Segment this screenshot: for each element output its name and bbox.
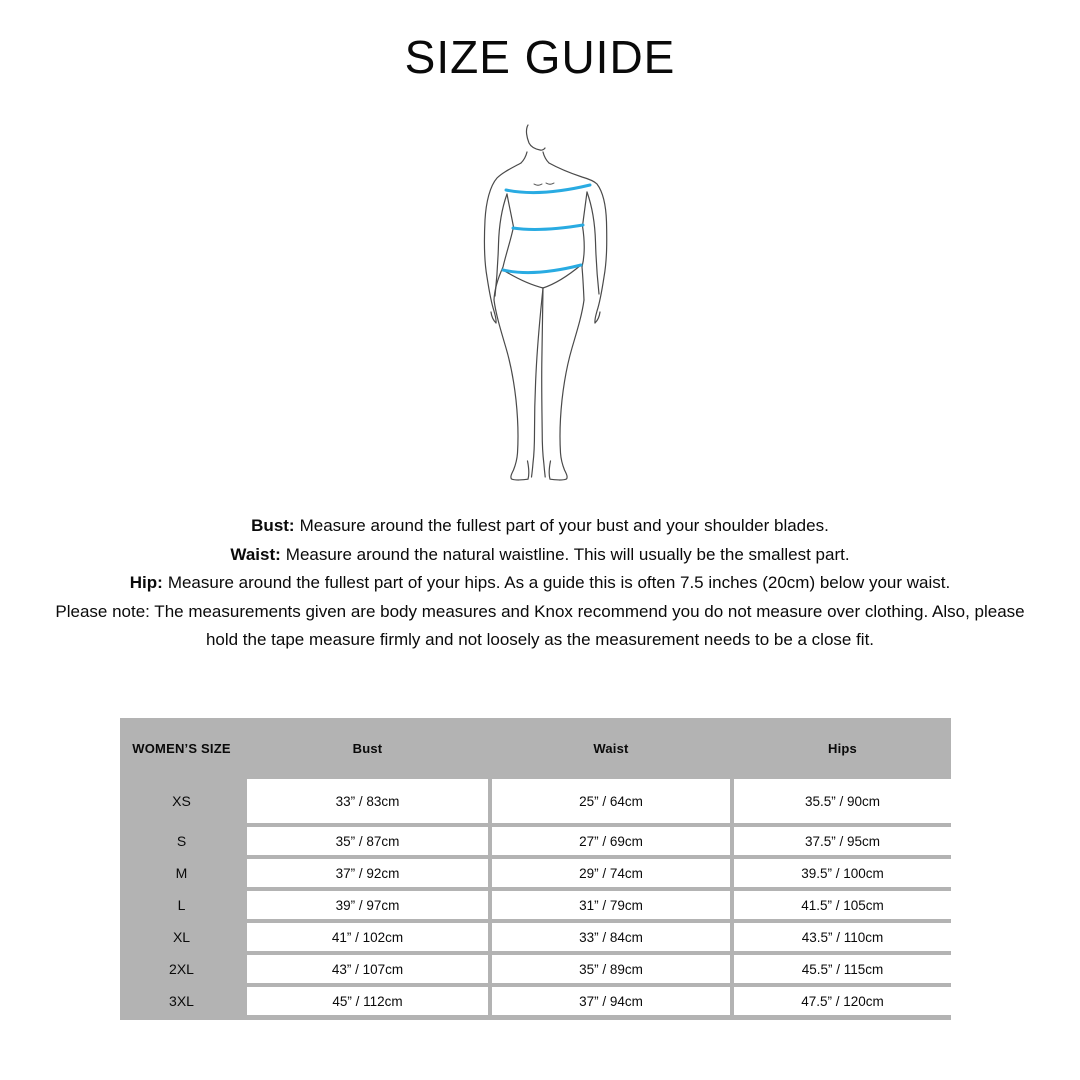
waist-value: 29” / 74cm (492, 859, 730, 887)
instruction-label: Waist: (230, 544, 281, 564)
size-label: M (175, 865, 188, 881)
bust-value: 35” / 87cm (247, 827, 488, 855)
waist-value: 31” / 79cm (492, 891, 730, 919)
instruction-bust (40, 512, 1040, 541)
size-label: 2XL (169, 961, 194, 977)
bust-measure-line (506, 185, 590, 193)
bust-value: 45” / 112cm (247, 987, 488, 1015)
header-cell-waist: Waist (593, 741, 629, 756)
size-label: S (176, 833, 187, 849)
header-cell-bust: Bust (352, 741, 383, 756)
size-label: L (177, 897, 186, 913)
hips-value: 35.5” / 90cm (734, 779, 951, 823)
size-table-body (120, 779, 951, 1015)
bust-value: 41” / 102cm (247, 923, 488, 951)
instruction-hip (40, 569, 1040, 598)
size-label: XS (172, 793, 191, 809)
instruction-label: Hip: (129, 573, 163, 592)
waist-measure-line (513, 225, 583, 229)
waist-value: 35” / 89cm (492, 955, 730, 983)
size-label: XL (172, 929, 191, 945)
hips-value: 39.5” / 100cm (734, 859, 951, 887)
hips-value: 43.5” / 110cm (734, 923, 951, 951)
head-outline (526, 125, 545, 150)
hip-measure-line (503, 265, 581, 273)
header-cell-womens-size: WOMEN’S SIZE (132, 741, 231, 756)
header-cell-hips: Hips (828, 741, 857, 756)
waist-value: 27” / 69cm (492, 827, 730, 855)
instruction-text: Measure around the fullest part of your hips. As a guide this is often 7.5 inches (20cm) below your waist. (167, 573, 951, 592)
measurement-note: Please note: The measurements given are body measures and Knox recommend you do not measure over clothing. Also, please hold the tape measure firmly and not loosely as the measurement needs to be a close fit. (55, 601, 1025, 649)
bust-value: 37” / 92cm (247, 859, 488, 887)
hips-value: 47.5” / 120cm (734, 987, 951, 1015)
instruction-text: Measure around the natural waistline. This will usually be the smallest part. (285, 544, 850, 564)
instruction-label: Bust: (251, 516, 295, 535)
hips-value: 45.5” / 115cm (734, 955, 951, 983)
size-table-header (120, 718, 951, 779)
waist-value: 33” / 84cm (492, 923, 730, 951)
figure-outline (482, 114, 612, 486)
instruction-text: Measure around the fullest part of your bust and your shoulder blades. (299, 516, 829, 535)
size-label: 3XL (169, 993, 194, 1009)
waist-value: 25” / 64cm (492, 779, 730, 823)
hips-value: 41.5” / 105cm (734, 891, 951, 919)
bust-value: 33” / 83cm (247, 779, 488, 823)
bust-value: 39” / 97cm (247, 891, 488, 919)
page-title: SIZE GUIDE (404, 31, 676, 83)
instruction-waist (40, 541, 1040, 570)
body-figure-illustration (482, 114, 612, 486)
bust-value: 43” / 107cm (247, 955, 488, 983)
size-table (120, 718, 951, 1020)
hips-value: 37.5” / 95cm (734, 827, 951, 855)
waist-value: 37” / 94cm (492, 987, 730, 1015)
measurement-instructions (40, 512, 1040, 655)
